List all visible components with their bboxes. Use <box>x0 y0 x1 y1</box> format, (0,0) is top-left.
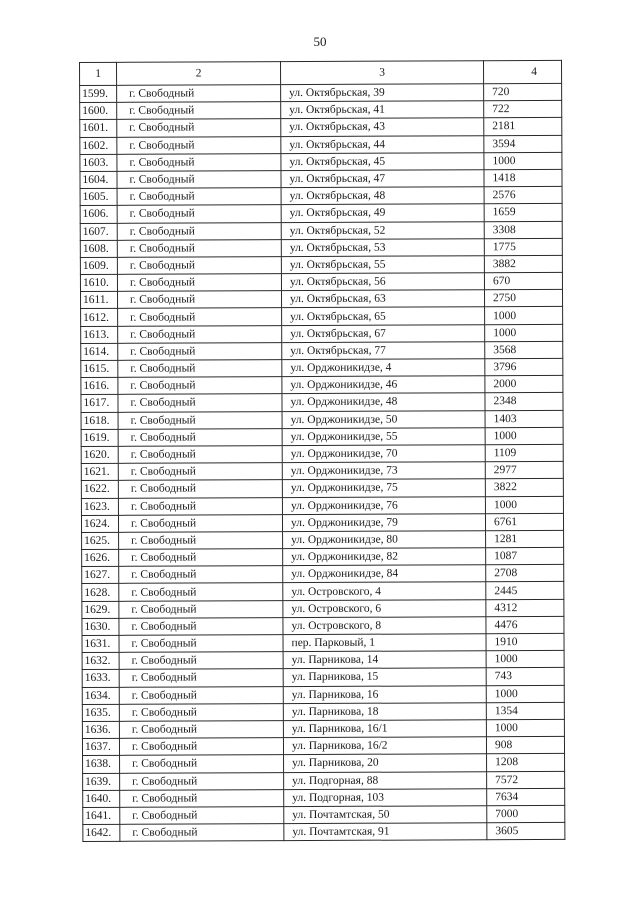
value-cell: 1208 <box>487 754 565 772</box>
row-number: 1633. <box>82 670 119 687</box>
value-cell: 1109 <box>485 444 563 462</box>
address-cell: ул. Октябрьская, 77 <box>282 342 485 360</box>
address-cell: ул. Орджоникидзе, 73 <box>282 462 485 480</box>
table-row <box>82 702 564 721</box>
table-row <box>83 805 565 824</box>
address-cell: ул. Орджоникидзе, 50 <box>282 410 485 428</box>
address-cell: ул. Островского, 6 <box>283 599 486 617</box>
value-cell: 1087 <box>486 547 564 565</box>
city-cell: г. Свободный <box>120 772 284 790</box>
table-row <box>81 496 563 515</box>
value-cell: 1000 <box>484 152 562 170</box>
value-cell: 2181 <box>484 118 562 136</box>
address-cell: ул. Октябрьская, 52 <box>281 221 484 239</box>
address-cell: ул. Орджоникидзе, 48 <box>282 393 485 411</box>
value-cell: 3605 <box>487 822 565 840</box>
address-cell: ул. Октябрьская, 53 <box>281 238 484 256</box>
address-cell: ул. Почтамтская, 91 <box>284 823 487 841</box>
table-row <box>81 479 563 498</box>
city-cell: г. Свободный <box>118 497 282 515</box>
city-cell: г. Свободный <box>117 102 281 120</box>
table-row <box>82 651 564 670</box>
row-number: 1630. <box>82 618 119 635</box>
city-cell: г. Свободный <box>119 566 283 584</box>
table-row <box>81 444 563 463</box>
value-cell: 6761 <box>485 513 563 531</box>
address-cell: ул. Орджоникидзе, 76 <box>282 496 485 514</box>
row-number: 1632. <box>82 653 119 670</box>
column-header-3: 3 <box>281 61 484 85</box>
address-cell: ул. Октябрьская, 67 <box>282 324 485 342</box>
row-number: 1620. <box>81 446 118 463</box>
city-cell: г. Свободный <box>118 360 282 378</box>
address-cell: ул. Парникова, 16/2 <box>283 737 486 755</box>
table-row <box>80 238 562 257</box>
address-cell: ул. Орджоникидзе, 80 <box>283 531 486 549</box>
value-cell: 1775 <box>484 238 562 256</box>
row-number: 1640. <box>83 790 120 807</box>
city-cell: г. Свободный <box>117 153 281 171</box>
table-body <box>80 83 565 841</box>
address-cell: ул. Орджоникидзе, 70 <box>282 445 485 463</box>
value-cell: 3882 <box>484 255 562 273</box>
row-number: 1600. <box>80 103 117 120</box>
row-number: 1609. <box>80 257 117 274</box>
table-row <box>80 135 562 154</box>
value-cell: 4312 <box>486 599 564 617</box>
value-cell: 2576 <box>484 187 562 205</box>
city-cell: г. Свободный <box>118 463 282 481</box>
city-cell: г. Свободный <box>118 514 282 532</box>
value-cell: 7572 <box>487 771 565 789</box>
row-number: 1631. <box>82 635 119 652</box>
row-number: 1619. <box>81 429 118 446</box>
address-cell: ул. Орджоникидзе, 75 <box>282 479 485 497</box>
city-cell: г. Свободный <box>118 377 282 395</box>
address-cell: ул. Парникова, 18 <box>283 702 486 720</box>
city-cell: г. Свободный <box>118 308 282 326</box>
city-cell: г. Свободный <box>117 239 281 257</box>
row-number: 1628. <box>82 584 119 601</box>
table-row <box>80 169 562 188</box>
city-cell: г. Свободный <box>118 342 282 360</box>
city-cell: г. Свободный <box>118 428 282 446</box>
table-row <box>82 668 564 687</box>
row-number: 1615. <box>81 360 118 377</box>
row-number: 1602. <box>80 137 117 154</box>
row-number: 1635. <box>82 704 119 721</box>
column-header-1: 1 <box>80 62 117 85</box>
address-cell: ул. Орджоникидзе, 82 <box>283 548 486 566</box>
city-cell: г. Свободный <box>119 669 283 687</box>
city-cell: г. Свободный <box>119 549 283 567</box>
address-cell: ул. Орджоникидзе, 55 <box>282 427 485 445</box>
value-cell: 1403 <box>485 410 563 428</box>
address-cell: ул. Подгорная, 103 <box>284 788 487 806</box>
address-cell: ул. Островского, 4 <box>283 582 486 600</box>
address-cell: ул. Парникова, 15 <box>283 668 486 686</box>
city-cell: г. Свободный <box>117 136 281 154</box>
address-cell: ул. Орджоникидзе, 84 <box>283 565 486 583</box>
city-cell: г. Свободный <box>117 222 281 240</box>
table-row <box>83 754 565 773</box>
row-number: 1610. <box>80 274 117 291</box>
value-cell: 2445 <box>486 582 564 600</box>
value-cell: 720 <box>484 83 562 101</box>
value-cell: 7634 <box>487 788 565 806</box>
value-cell: 2750 <box>484 290 562 308</box>
city-cell: г. Свободный <box>119 617 283 635</box>
address-cell: ул. Почтамтская, 50 <box>284 806 487 824</box>
address-cell: ул. Октябрьская, 43 <box>281 118 484 136</box>
address-cell: ул. Орджоникидзе, 79 <box>282 513 485 531</box>
city-cell: г. Свободный <box>119 721 283 739</box>
city-cell: г. Свободный <box>117 171 281 189</box>
value-cell: 1281 <box>486 530 564 548</box>
row-number: 1605. <box>80 188 117 205</box>
value-cell: 1000 <box>486 719 564 737</box>
table-row <box>82 719 564 738</box>
value-cell: 7000 <box>487 805 565 823</box>
table-row <box>81 462 563 481</box>
row-number: 1621. <box>81 463 118 480</box>
city-cell: г. Свободный <box>118 325 282 343</box>
table-row <box>80 152 562 171</box>
address-cell: ул. Октябрьская, 41 <box>281 101 484 119</box>
value-cell: 1000 <box>485 324 563 342</box>
value-cell: 2348 <box>485 393 563 411</box>
row-number: 1625. <box>82 532 119 549</box>
city-cell: г. Свободный <box>117 85 281 103</box>
value-cell: 3568 <box>485 341 563 359</box>
value-cell: 1354 <box>486 702 564 720</box>
address-cell: ул. Октябрьская, 47 <box>281 170 484 188</box>
table-row <box>80 221 562 240</box>
address-cell: ул. Октябрьская, 63 <box>282 290 485 308</box>
table-row <box>81 358 563 377</box>
table-row <box>82 599 564 618</box>
value-cell: 670 <box>484 272 562 290</box>
table-row <box>80 118 562 137</box>
address-cell: ул. Октябрьская, 56 <box>281 273 484 291</box>
value-cell: 722 <box>484 101 562 119</box>
row-number: 1627. <box>82 567 119 584</box>
row-number: 1624. <box>81 515 118 532</box>
city-cell: г. Свободный <box>120 789 284 807</box>
city-cell: г. Свободный <box>117 188 281 206</box>
table-row <box>82 633 564 652</box>
value-cell: 3308 <box>484 221 562 239</box>
row-number: 1617. <box>81 395 118 412</box>
address-cell: ул. Октябрьская, 44 <box>281 135 484 153</box>
value-cell: 3822 <box>485 479 563 497</box>
table-row <box>80 272 562 291</box>
address-cell: ул. Октябрьская, 65 <box>282 307 485 325</box>
table-row <box>81 376 563 395</box>
value-cell: 3796 <box>485 358 563 376</box>
table-row <box>81 290 563 309</box>
address-cell: ул. Октябрьская, 49 <box>281 204 484 222</box>
table-row <box>81 307 563 326</box>
table-row <box>81 410 563 429</box>
column-header-4: 4 <box>483 60 561 83</box>
row-number: 1611. <box>81 292 118 309</box>
address-cell: ул. Парникова, 16/1 <box>283 720 486 738</box>
row-number: 1613. <box>81 326 118 343</box>
city-cell: г. Свободный <box>119 738 283 756</box>
value-cell: 3594 <box>484 135 562 153</box>
address-cell: ул. Октябрьская, 39 <box>281 84 484 102</box>
address-cell: ул. Островского, 8 <box>283 617 486 635</box>
city-cell: г. Свободный <box>117 119 281 137</box>
value-cell: 2000 <box>485 376 563 394</box>
value-cell: 1000 <box>485 496 563 514</box>
table-row <box>81 427 563 446</box>
value-cell: 1659 <box>484 204 562 222</box>
city-cell: г. Свободный <box>119 583 283 601</box>
column-header-2: 2 <box>117 62 281 86</box>
table-header-row <box>80 60 562 85</box>
row-number: 1599. <box>80 85 117 102</box>
address-cell: ул. Орджоникидзе, 4 <box>282 359 485 377</box>
city-cell: г. Свободный <box>117 205 281 223</box>
table-row <box>81 393 563 412</box>
city-cell: г. Свободный <box>119 600 283 618</box>
address-cell: ул. Октябрьская, 55 <box>281 256 484 274</box>
value-cell: 4476 <box>486 616 564 634</box>
table-row <box>81 513 563 532</box>
table-row <box>83 822 565 841</box>
value-cell: 2708 <box>486 565 564 583</box>
address-register-table <box>79 60 565 842</box>
row-number: 1614. <box>81 343 118 360</box>
table-row <box>82 616 564 635</box>
table-row <box>80 83 562 102</box>
row-number: 1642. <box>83 824 120 841</box>
city-cell: г. Свободный <box>118 446 282 464</box>
table-row <box>82 530 564 549</box>
address-cell: ул. Подгорная, 88 <box>284 771 487 789</box>
value-cell: 1000 <box>485 427 563 445</box>
city-cell: г. Свободный <box>119 686 283 704</box>
row-number: 1636. <box>82 721 119 738</box>
address-cell: ул. Октябрьская, 48 <box>281 187 484 205</box>
city-cell: г. Свободный <box>118 394 282 412</box>
value-cell: 1910 <box>486 633 564 651</box>
value-cell: 743 <box>486 668 564 686</box>
city-cell: г. Свободный <box>120 755 284 773</box>
row-number: 1622. <box>81 481 118 498</box>
row-number: 1616. <box>81 378 118 395</box>
table-row <box>82 547 564 566</box>
table-row <box>80 187 562 206</box>
value-cell: 908 <box>486 737 564 755</box>
value-cell: 1418 <box>484 169 562 187</box>
city-cell: г. Свободный <box>119 635 283 653</box>
address-cell: ул. Октябрьская, 45 <box>281 152 484 170</box>
row-number: 1626. <box>82 549 119 566</box>
city-cell: г. Свободный <box>118 480 282 498</box>
page-number: 50 <box>313 34 327 49</box>
table-row <box>80 255 562 274</box>
value-cell: 1000 <box>485 307 563 325</box>
city-cell: г. Свободный <box>120 824 284 842</box>
address-cell: ул. Орджоникидзе, 46 <box>282 376 485 394</box>
address-cell: ул. Парникова, 20 <box>284 754 487 772</box>
value-cell: 1000 <box>486 685 564 703</box>
row-number: 1601. <box>80 120 117 137</box>
table-row <box>83 771 565 790</box>
row-number: 1603. <box>80 154 117 171</box>
address-cell: ул. Парникова, 14 <box>283 651 486 669</box>
table-row <box>81 341 563 360</box>
city-cell: г. Свободный <box>118 411 282 429</box>
city-cell: г. Свободный <box>119 703 283 721</box>
table-row <box>82 685 564 704</box>
row-number: 1629. <box>82 601 119 618</box>
table-row <box>80 204 562 223</box>
row-number: 1623. <box>81 498 118 515</box>
city-cell: г. Свободный <box>119 531 283 549</box>
city-cell: г. Свободный <box>119 652 283 670</box>
row-number: 1612. <box>81 309 118 326</box>
table-row <box>82 565 564 584</box>
table-row <box>81 324 563 343</box>
row-number: 1637. <box>82 738 119 755</box>
row-number: 1604. <box>80 171 117 188</box>
row-number: 1638. <box>83 756 120 773</box>
table-row <box>82 582 564 601</box>
row-number: 1606. <box>80 206 117 223</box>
table-row <box>83 788 565 807</box>
city-cell: г. Свободный <box>117 274 281 292</box>
row-number: 1608. <box>80 240 117 257</box>
city-cell: г. Свободный <box>118 291 282 309</box>
value-cell: 2977 <box>485 462 563 480</box>
row-number: 1634. <box>82 687 119 704</box>
value-cell: 1000 <box>486 651 564 669</box>
table-row <box>80 101 562 120</box>
table-row <box>82 737 564 756</box>
row-number: 1607. <box>80 223 117 240</box>
address-cell: ул. Парникова, 16 <box>283 685 486 703</box>
city-cell: г. Свободный <box>117 256 281 274</box>
city-cell: г. Свободный <box>120 806 284 824</box>
address-cell: пер. Парковый, 1 <box>283 634 486 652</box>
row-number: 1639. <box>83 773 120 790</box>
row-number: 1618. <box>81 412 118 429</box>
row-number: 1641. <box>83 807 120 824</box>
